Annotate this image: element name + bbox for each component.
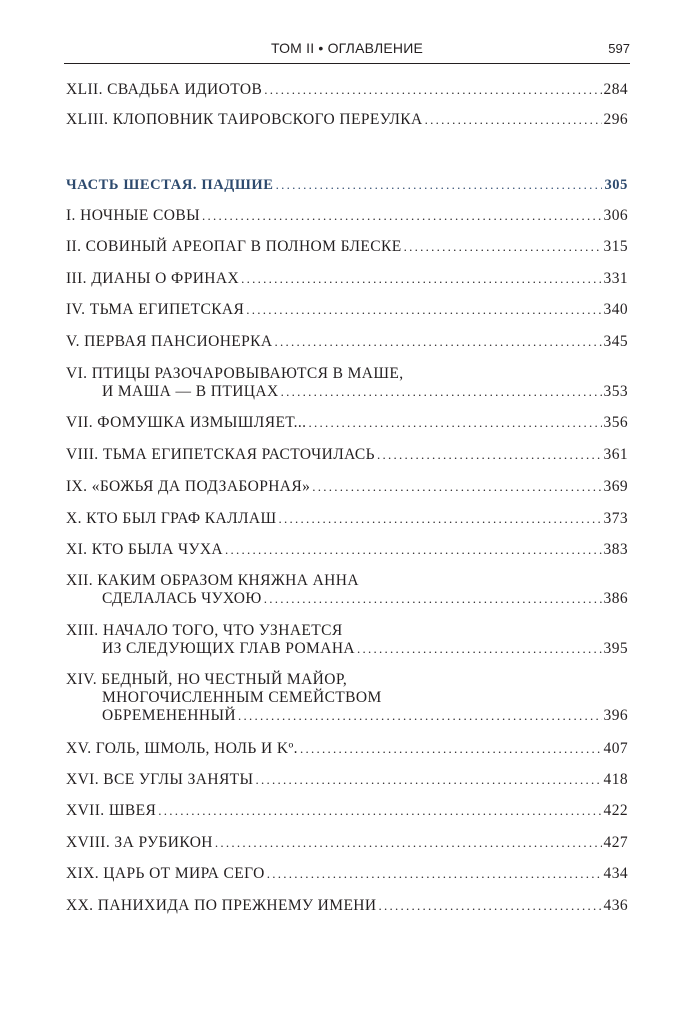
toc-entry-title-line: VI. ПТИЦЫ РАЗОЧАРОВЫВАЮТСЯ В МАШЕ, [66,365,404,382]
toc-entry-title-line: XVII. ШВЕЯ [66,802,157,819]
toc-entry-title-line: XIII. НАЧАЛО ТОГО, ЧТО УЗНАЕТСЯ [66,622,343,639]
dot-leader [241,270,601,288]
toc-entry-page: 353 [603,383,628,400]
dot-leader [238,707,602,725]
toc-entry-title-line: XI. КТО БЫЛА ЧУХА [66,541,224,558]
toc-entry [66,333,628,351]
toc-entry [66,541,628,559]
toc-entry-page: 315 [603,238,628,255]
toc-entry-page: 436 [603,897,628,914]
toc-entry-title-line: IV. ТЬМА ЕГИПЕТСКАЯ [66,301,245,318]
toc-entry-page: 396 [603,707,628,724]
toc-entry-title-line: XVIII. ЗА РУБИКОН [66,834,213,851]
toc-entry-title-line: XIX. ЦАРЬ ОТ МИРА СЕГО [66,865,265,882]
dot-leader [308,414,601,432]
toc-entry-page: 340 [603,301,628,318]
dot-leader [215,834,602,852]
toc-entry-title-line: ИЗ СЛЕДУЮЩИХ ГЛАВ РОМАНА [102,640,356,657]
toc-entry [66,865,628,883]
toc-entry-page: 418 [603,771,628,788]
toc-entry-title-line: VII. ФОМУШКА ИЗМЫШЛЯЕТ... [66,414,307,431]
dot-leader [255,771,601,789]
toc-entry [66,572,628,608]
toc-entry-title-line: X. КТО БЫЛ ГРАФ КАЛЛАШ [66,510,277,527]
dot-leader [264,81,601,99]
toc-entry [66,622,628,658]
toc-entry-title-line: XX. ПАНИХИДА ПО ПРЕЖНЕМУ ИМЕНИ [66,897,377,914]
toc-entry [66,897,628,915]
toc-entry [66,111,628,129]
toc-entry [66,802,628,820]
dot-leader [225,541,602,559]
toc-entry-title-line: XII. КАКИМ ОБРАЗОМ КНЯЖНА АННА [66,572,359,589]
dot-leader [357,640,602,658]
toc-entry [66,270,628,288]
toc-entry [66,365,628,401]
running-header [64,38,630,60]
toc-entry-title-line: МНОГОЧИСЛЕННЫМ СЕМЕЙСТВОМ [102,689,382,706]
toc-entry-title-line: III. ДИАНЫ О ФРИНАХ [66,270,240,287]
toc-entry-title-line: ОБРЕМЕНЕННЫЙ [102,707,236,724]
toc-entry-page: 284 [603,81,628,98]
toc-entry-title-line: XIV. БЕДНЫЙ, НО ЧЕСТНЫЙ МАЙОР, [66,671,348,688]
running-header-title: ТОМ II • ОГЛАВЛЕНИЕ [270,40,424,56]
dot-leader [246,301,601,319]
toc-entry [66,238,628,256]
toc-entry-page: 331 [603,270,628,287]
toc-entry-title-line: I. НОЧНЫЕ СОВЫ [66,207,201,224]
toc-part-heading [66,176,628,194]
dot-leader [275,333,602,351]
dot-leader [158,802,601,820]
toc-entry-title-line: XLII. СВАДЬБА ИДИОТОВ [66,81,263,98]
toc-entry [66,834,628,852]
toc-entry [66,771,628,789]
toc-entry-title-line: ЧАСТЬ ШЕСТАЯ. ПАДШИЕ [66,177,274,193]
dot-leader [281,383,602,401]
toc-entry-page: 383 [603,541,628,558]
dot-leader [425,111,602,129]
toc-entry-title-line: XVI. ВСЕ УГЛЫ ЗАНЯТЫ [66,771,254,788]
toc-entry-page: 434 [603,865,628,882]
toc-entry-page: 305 [604,177,628,193]
toc-entry [66,207,628,225]
dot-leader [202,207,602,225]
toc-entry [66,510,628,528]
toc-entry-title-line: VIII. ТЬМА ЕГИПЕТСКАЯ РАСТОЧИЛАСЬ [66,446,375,463]
page-number: 597 [608,41,630,56]
toc-entry [66,446,628,464]
dot-leader [276,176,603,194]
toc-entry-page: 373 [603,510,628,527]
toc-entry [66,414,628,432]
toc-entry-title-line: V. ПЕРВАЯ ПАНСИОНЕРКА [66,333,273,350]
toc-entry-page: 306 [603,207,628,224]
dot-leader [377,446,602,464]
toc-entry [66,740,628,758]
toc-entry-page: 345 [603,333,628,350]
toc-entry-page: 361 [603,446,628,463]
toc-entry [66,478,628,496]
dot-leader [404,238,602,256]
toc-entry-page: 427 [603,834,628,851]
toc-entry-page: 422 [603,802,628,819]
header-rule [64,63,630,64]
dot-leader [300,740,602,758]
dot-leader [267,865,602,883]
dot-leader [312,478,601,496]
toc-entry-page: 356 [603,414,628,431]
toc-entry [66,671,628,725]
toc-entry-page: 407 [603,740,628,757]
toc-entry-page: 386 [603,590,628,607]
toc-entry-page: 296 [603,111,628,128]
dot-leader [279,510,602,528]
toc-entry-page: 395 [603,640,628,657]
toc-entry-title-line: И МАША — В ПТИЦАХ [102,383,279,400]
dot-leader [264,590,602,608]
dot-leader [379,897,602,915]
toc-entry [66,301,628,319]
toc-entry [66,81,628,99]
toc-entry-title-line: II. СОВИНЫЙ АРЕОПАГ В ПОЛНОМ БЛЕСКЕ [66,238,402,255]
toc-entry-title-line: IX. «БОЖЬЯ ДА ПОДЗАБОРНАЯ» [66,478,311,495]
toc-entry-title-line: СДЕЛАЛАСЬ ЧУХОЮ [102,590,262,607]
toc-entry-title-line: XV. ГОЛЬ, ШМОЛЬ, НОЛЬ И Kº. [66,740,298,757]
toc-entry-page: 369 [603,478,628,495]
toc-entry-title-line: XLIII. КЛОПОВНИК ТАИРОВСКОГО ПЕРЕУЛКА [66,111,423,128]
